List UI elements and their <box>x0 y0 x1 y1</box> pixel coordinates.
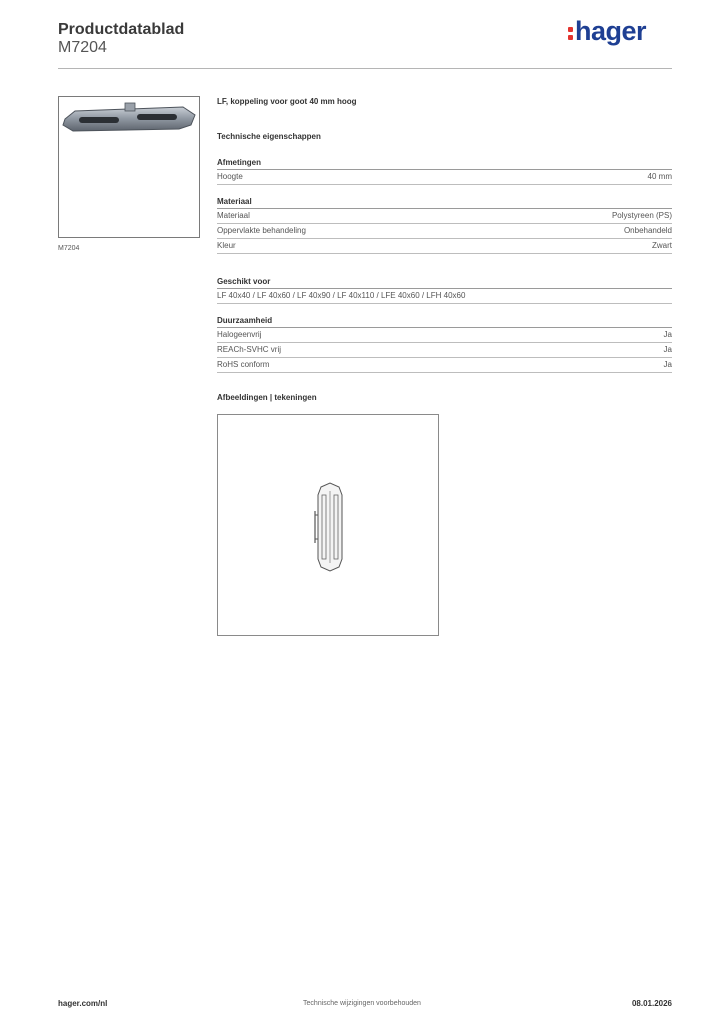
spec-value: Onbehandeld <box>623 226 672 235</box>
spec-label: Oppervlakte behandeling <box>217 226 306 235</box>
product-image <box>58 96 200 238</box>
spec-row <box>217 358 672 373</box>
spec-row <box>217 224 672 239</box>
logo-dots-icon <box>568 20 573 40</box>
product-image-caption: M7204 <box>58 245 80 252</box>
product-code: M7204 <box>58 39 107 56</box>
brand-logo-text: hager <box>575 16 647 46</box>
spec-row <box>217 170 672 185</box>
footer-date: 08.01.2026 <box>631 999 672 1008</box>
spec-label: Materiaal <box>217 211 250 220</box>
spec-row <box>217 239 672 254</box>
header-divider <box>58 68 672 69</box>
specifications <box>217 95 672 405</box>
section-title: Materiaal <box>217 196 672 209</box>
technical-heading: Technische eigenschappen <box>217 132 321 141</box>
spec-value: Ja <box>663 345 672 354</box>
spec-value: Zwart <box>652 241 672 250</box>
spec-label: Halogeenvrij <box>217 330 262 339</box>
spec-label: Hoogte <box>217 172 243 181</box>
footer-website[interactable]: hager.com/nl <box>58 999 108 1008</box>
spec-row <box>217 209 672 224</box>
coupling-photo-icon <box>59 97 199 237</box>
technical-drawing <box>217 414 439 636</box>
spec-label: Kleur <box>217 241 236 250</box>
spec-value: Ja <box>663 360 672 369</box>
brand-logo <box>568 16 646 47</box>
spec-row <box>217 343 672 358</box>
section-title: Duurzaamheid <box>217 315 672 328</box>
coupling-drawing-icon <box>218 415 438 635</box>
footer-disclaimer: Technische wijzigingen voorbehouden <box>303 1000 421 1007</box>
spec-row <box>217 328 672 343</box>
section-afmetingen <box>217 157 672 185</box>
spec-value: 40 mm <box>647 172 672 181</box>
section-materiaal <box>217 196 672 254</box>
page-title: Productdatablad <box>58 21 185 38</box>
spec-value: Ja <box>663 330 672 339</box>
spec-label: RoHS conform <box>217 360 270 369</box>
section-geschikt-voor <box>217 276 672 304</box>
spec-row <box>217 289 672 304</box>
spec-label: REACh-SVHC vrij <box>217 345 282 354</box>
drawings-heading: Afbeeldingen | tekeningen <box>217 393 317 402</box>
compatible-products: LF 40x40 / LF 40x60 / LF 40x90 / LF 40x110 / LFE 40x60 / LFH 40x60 <box>217 291 466 300</box>
section-title: Afmetingen <box>217 157 672 170</box>
spec-value: Polystyreen (PS) <box>611 211 672 220</box>
section-duurzaamheid <box>217 315 672 373</box>
section-title: Geschikt voor <box>217 276 672 289</box>
product-description: LF, koppeling voor goot 40 mm hoog <box>217 97 357 106</box>
